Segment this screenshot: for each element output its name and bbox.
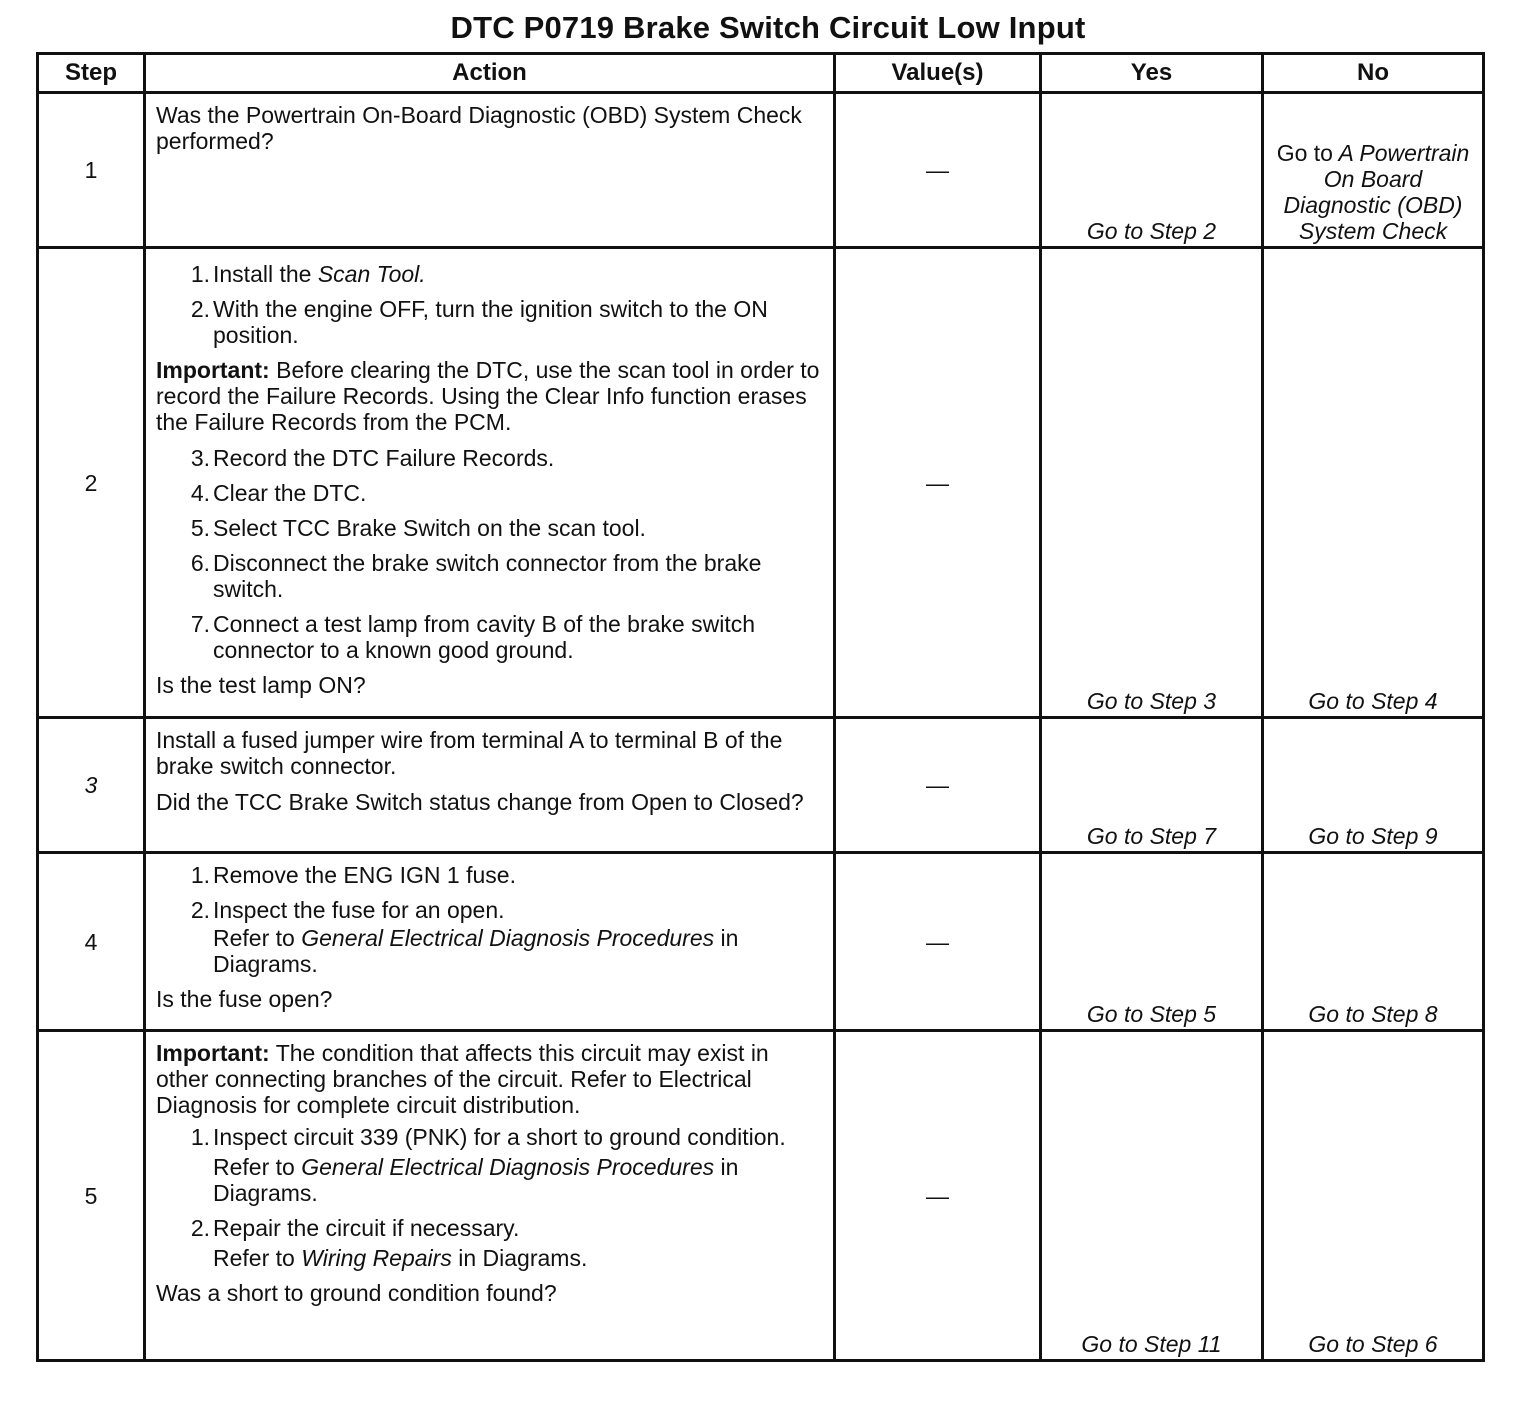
value-cell: —	[835, 93, 1041, 248]
step-number: 5	[38, 1031, 145, 1361]
item-text: Connect a test lamp from cavity B of the brake switch connector to a known good ground.	[213, 611, 756, 663]
step-number: 3	[38, 718, 145, 853]
list-item	[156, 515, 825, 541]
yes-link[interactable]: Go to Step 11	[1041, 1031, 1263, 1361]
no-link-prefix: Go to	[1276, 140, 1333, 166]
action-question: Is the test lamp ON?	[156, 672, 366, 698]
action-question: Was a short to ground condition found?	[156, 1280, 557, 1306]
yes-link[interactable]: Go to Step 3	[1041, 248, 1263, 718]
important-label: Important:	[156, 357, 270, 383]
item-text: Remove the ENG IGN 1 fuse.	[213, 862, 516, 888]
table-row	[38, 718, 1484, 853]
no-link[interactable]: Go to Step 9	[1263, 718, 1484, 853]
reference-note	[156, 1154, 825, 1206]
header-yes: Yes	[1041, 54, 1263, 93]
value-cell: —	[835, 248, 1041, 718]
action-cell	[145, 1031, 835, 1361]
reference-note	[156, 1245, 825, 1271]
important-text: Before clearing the DTC, use the scan tool in order to record the Failure Records. Using the Clear Info function erases the Failure Records from the PCM.	[156, 357, 820, 435]
item-number: 1.	[190, 261, 210, 287]
item-number: 7.	[190, 611, 210, 637]
list-item	[156, 261, 825, 287]
ref-link[interactable]: General Electrical Diagnosis Procedures	[301, 925, 715, 951]
item-text: Install the	[213, 261, 312, 287]
action-cell	[145, 93, 835, 248]
reference-note	[156, 925, 825, 977]
value-cell: —	[835, 718, 1041, 853]
action-cell	[145, 718, 835, 853]
item-text: Inspect circuit 339 (PNK) for a short to ground condition.	[213, 1124, 786, 1150]
item-emphasis: Scan Tool.	[317, 261, 426, 287]
list-item	[156, 296, 825, 348]
important-label: Important:	[156, 1040, 270, 1066]
ref-text: Refer to	[213, 1154, 295, 1180]
item-text: Select TCC Brake Switch on the scan tool.	[213, 515, 646, 541]
important-text: The condition that affects this circuit may exist in other connecting branches of the circuit. Refer to Electrical Diagnosis for complete circuit distribution.	[156, 1040, 769, 1118]
ref-text: in Diagrams.	[213, 925, 739, 977]
table-row	[38, 853, 1484, 1031]
ref-text: in Diagrams.	[213, 1154, 739, 1206]
item-text: With the engine OFF, turn the ignition switch to the ON position.	[213, 296, 768, 348]
step-number: 2	[38, 248, 145, 718]
no-link-target: A Powertrain On Board Diagnostic (OBD) System Check	[1283, 140, 1470, 244]
list-item	[156, 611, 825, 663]
ref-text: Refer to	[213, 1245, 295, 1271]
list-item	[156, 1124, 825, 1150]
no-link[interactable]: Go to Step 4	[1263, 248, 1484, 718]
item-number: 2.	[190, 1215, 210, 1241]
item-text: Record the DTC Failure Records.	[213, 445, 555, 471]
value-cell: —	[835, 853, 1041, 1031]
important-note	[156, 1040, 825, 1118]
item-number: 6.	[190, 550, 210, 576]
diagnostic-table	[36, 52, 1485, 1362]
table-row	[38, 1031, 1484, 1361]
no-link[interactable]	[1263, 93, 1484, 248]
no-link[interactable]: Go to Step 8	[1263, 853, 1484, 1031]
header-no: No	[1263, 54, 1484, 93]
item-number: 5.	[190, 515, 210, 541]
list-item	[156, 550, 825, 602]
list-item	[156, 862, 825, 888]
no-link[interactable]: Go to Step 6	[1263, 1031, 1484, 1361]
item-text: Repair the circuit if necessary.	[213, 1215, 520, 1241]
value-cell: —	[835, 1031, 1041, 1361]
item-number: 4.	[190, 480, 210, 506]
action-question: Did the TCC Brake Switch status change from Open to Closed?	[156, 789, 804, 815]
yes-link[interactable]: Go to Step 7	[1041, 718, 1263, 853]
step-number: 1	[38, 93, 145, 248]
item-number: 1.	[190, 1124, 210, 1150]
page-title: DTC P0719 Brake Switch Circuit Low Input	[450, 10, 1086, 45]
action-cell	[145, 248, 835, 718]
list-item	[156, 445, 825, 471]
item-text: Clear the DTC.	[213, 480, 367, 506]
ref-text: Refer to	[213, 925, 295, 951]
yes-link[interactable]: Go to Step 2	[1041, 93, 1263, 248]
step-number: 4	[38, 853, 145, 1031]
header-row	[38, 54, 1484, 93]
item-number: 2.	[190, 897, 210, 923]
ref-text: in Diagrams.	[458, 1245, 588, 1271]
table-row	[38, 93, 1484, 248]
header-step: Step	[38, 54, 145, 93]
header-action: Action	[145, 54, 835, 93]
action-cell	[145, 853, 835, 1031]
action-question: Was the Powertrain On-Board Diagnostic (OBD) System Check performed?	[156, 102, 802, 154]
ref-link[interactable]: Wiring Repairs	[301, 1245, 452, 1271]
item-number: 1.	[190, 862, 210, 888]
table-row	[38, 248, 1484, 718]
header-value: Value(s)	[835, 54, 1041, 93]
ref-link[interactable]: General Electrical Diagnosis Procedures	[301, 1154, 715, 1180]
action-text: Install a fused jumper wire from terminal A to terminal B of the brake switch connector.	[156, 727, 783, 779]
important-note	[156, 357, 825, 435]
list-item	[156, 897, 825, 923]
list-item	[156, 1215, 825, 1241]
item-number: 2.	[190, 296, 210, 322]
item-text: Inspect the fuse for an open.	[213, 897, 505, 923]
list-item	[156, 480, 825, 506]
action-question: Is the fuse open?	[156, 986, 333, 1012]
yes-link[interactable]: Go to Step 5	[1041, 853, 1263, 1031]
item-text: Disconnect the brake switch connector from the brake switch.	[213, 550, 762, 602]
item-number: 3.	[190, 445, 210, 471]
